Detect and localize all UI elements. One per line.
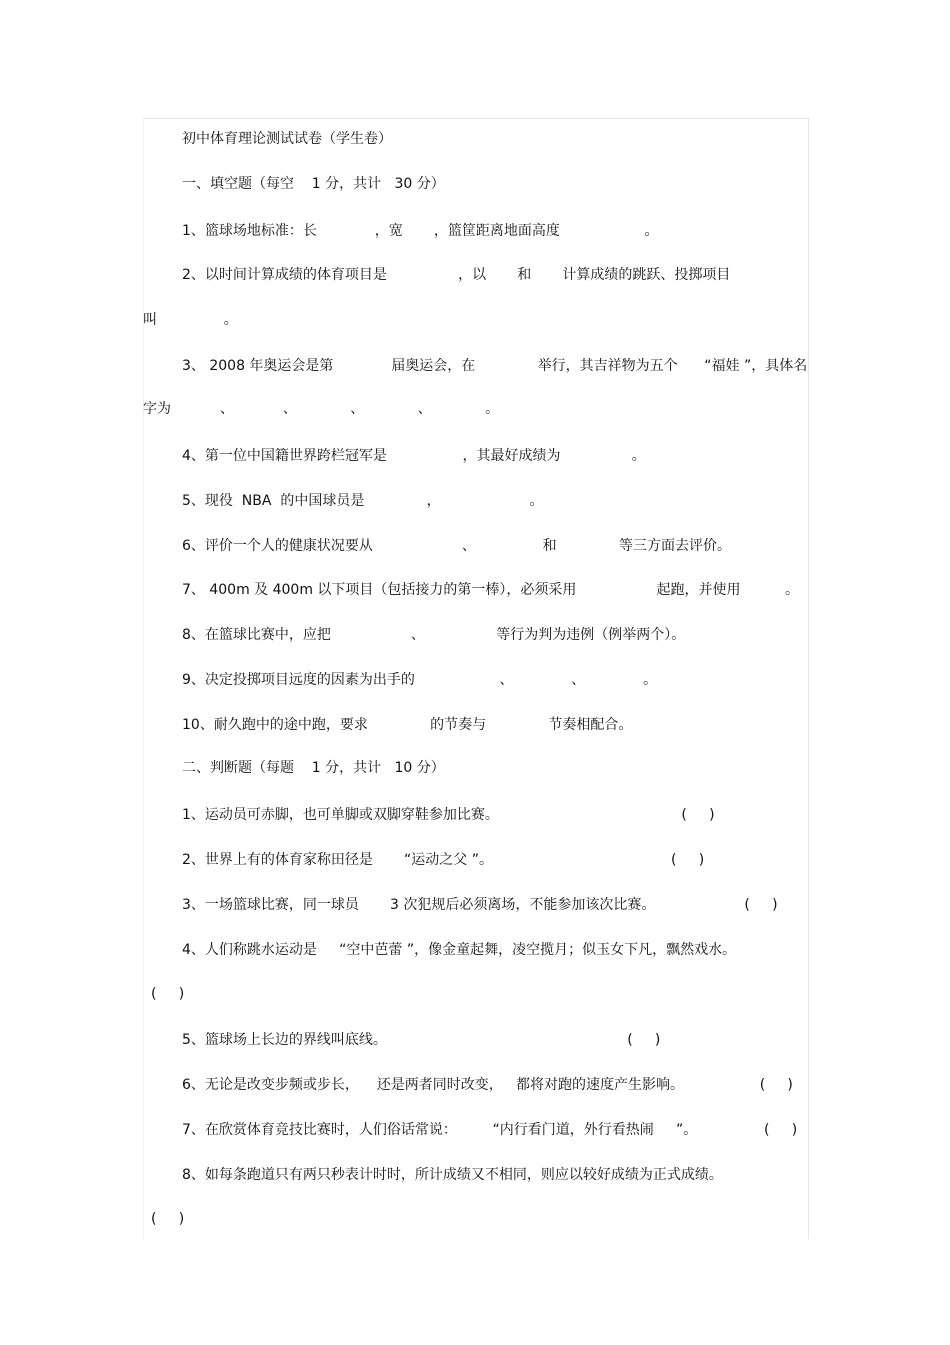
judgment-8-line-1: 8、如每条跑道只有两只秒表计时时，所计成绩又不相同，则应以较好成绩为正式成绩。 xyxy=(182,1167,723,1183)
question-3-line-1: 3、 2008 年奥运会是第 届奥运会，在 举行，其吉祥物为五个 “福娃 ”，具体名 xyxy=(182,358,808,374)
question-3-line-2: 字为 、 、 、 、 。 xyxy=(143,401,500,417)
judgment-6: 6、无论是改变步频或步长， 还是两者同时改变， 都将对跑的速度产生影响。 ( ) xyxy=(182,1077,793,1093)
question-2-line-1: 2、以时间计算成绩的体育项目是 ，以 和 计算成绩的跳跃、投掷项目 xyxy=(182,267,731,283)
section-heading-true-false: 二、判断题（每题 1 分，共计 10 分） xyxy=(182,760,445,776)
judgment-2: 2、世界上有的体育家称田径是 “运动之父 ”。 ( ) xyxy=(182,852,705,868)
judgment-4-line-2: ( ) xyxy=(151,986,185,1002)
judgment-1: 1、运动员可赤脚，也可单脚或双脚穿鞋参加比赛。 ( ) xyxy=(182,807,715,823)
judgment-8-line-2: ( ) xyxy=(151,1211,185,1227)
judgment-5: 5、篮球场上长边的界线叫底线。 ( ) xyxy=(182,1032,661,1048)
question-2-line-2: 叫 。 xyxy=(143,312,238,328)
question-4: 4、第一位中国籍世界跨栏冠军是 ，其最好成绩为 。 xyxy=(182,448,646,464)
section-heading-fill-blank: 一、填空题（每空 1 分，共计 30 分） xyxy=(182,176,445,192)
question-9: 9、决定投掷项目远度的因素为出手的 、 、 。 xyxy=(182,672,658,688)
question-8: 8、在篮球比赛中，应把 、 等行为判为违例（例举两个）。 xyxy=(182,627,686,643)
question-10: 10、耐久跑中的途中跑，要求 的节奏与 节奏相配合。 xyxy=(182,717,633,733)
question-7: 7、 400m 及 400m 以下项目（包括接力的第一棒），必须采用 起跑，并使用 。 xyxy=(182,582,800,598)
question-6: 6、评价一个人的健康状况要从 、 和 等三方面去评价。 xyxy=(182,538,731,554)
question-5: 5、现役 NBA 的中国球员是 ， 。 xyxy=(182,493,544,509)
question-1: 1、篮球场地标准：长 ，宽 ，篮筐距离地面高度 。 xyxy=(182,223,659,239)
judgment-7: 7、在欣赏体育竞技比赛时，人们俗话常说： “内行看门道，外行看热闹 ”。 ( ) xyxy=(182,1122,798,1138)
judgment-3: 3、一场篮球比赛，同一球员 3 次犯规后必须离场，不能参加该次比赛。 ( ) xyxy=(182,897,778,913)
judgment-4-line-1: 4、人们称跳水运动是 “空中芭蕾 ”，像金童起舞，凌空揽月；似玉女下凡，飘然戏水。 xyxy=(182,942,737,958)
page-title: 初中体育理论测试试卷（学生卷） xyxy=(182,131,392,147)
